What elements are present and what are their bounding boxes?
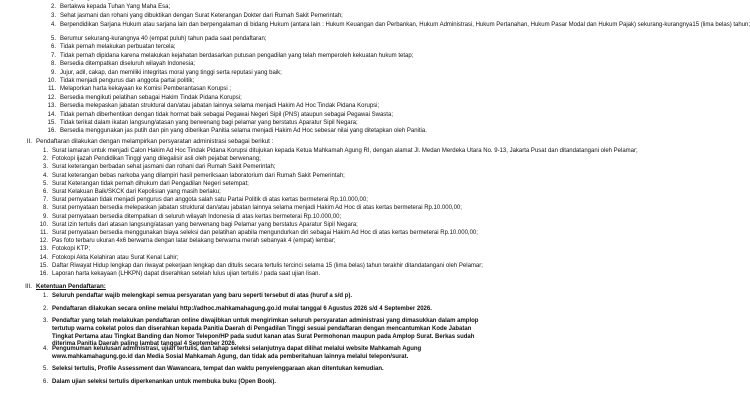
item-number: 12.	[39, 238, 48, 245]
item-text: Tidak menjadi pengurus dan anggota partai politik;	[60, 78, 195, 84]
item-number: 3.	[50, 13, 56, 19]
item-number: 8.	[50, 61, 56, 68]
item-number: 14.	[39, 254, 48, 261]
item-text: Surat Kelakuan Baik/SKCK dari Kepolisian yang masih berlaku;	[52, 189, 221, 195]
section-number: III.	[25, 283, 32, 290]
list-item	[36, 181, 492, 188]
list-item	[44, 95, 492, 102]
item-number: 5.	[42, 366, 48, 372]
item-text: Bersedia mengikuti pelatihan sebagai Hakim Tindak Pidana Korupsi;	[60, 94, 242, 101]
list-item	[36, 156, 492, 163]
section-number: II.	[26, 138, 32, 145]
item-number: 2.	[42, 305, 48, 312]
list-item	[44, 70, 492, 77]
item-text: Tidak pernah dipidana karena melakukan kejahatan berdasarkan putusan pengadilan yang telah memperoleh kekuatan hukum tetap;	[60, 52, 414, 59]
item-text: Pengumuman kelulusan administrasi, ujian tertulis, dan tahap seleksi selanjutnya dapat dilihat melalui website Mahkamah Agung www.mahkamahagung.go.id dan Media Sosial Mahkamah Agung, dan tidak ada pemberitahuan lainnya melalui telepon/surat.	[52, 346, 422, 360]
list-item	[44, 4, 492, 11]
item-text	[60, 0, 492, 2]
list-item	[36, 246, 492, 253]
item-text: Seleksi tertulis, Profile Assessment dan Wawancara, tempat dan waktu penyelenggaraan akan ditentukan kemudian.	[52, 366, 384, 372]
item-text: Daftar Riwayat Hidup lengkap dan riwayat pekerjaan lengkap dan ditulis secara tertulis tercinci selama 15 (lima belas) tahun terakhir ditandatangani oleh Pelamar;	[52, 262, 483, 269]
item-text: Seluruh pendaftar wajib melengkapi semua persyaratan yang baru seperti tersebut di atas (huruf a s/d p).	[52, 293, 353, 299]
item-text: Berpendidikan Sarjana Hukum atau sarjana lain dan berpengalaman di bidang Hukum (antara lain : Hukum Keuangan dan Perbankan, Hukum Administrasi, Hukum Pertanahan, Hukum Pasar Modal dan Hukum Pajak) sekurang-kurangnya15 (lima belas) tahun;	[60, 22, 750, 28]
item-text: Pendaftaran dilakukan secara online melalui http://adhoc.mahkamahagung.go.id mulai tanggal 6 Agustus 2026 s/d 4 September 2026.	[52, 305, 432, 312]
list-item	[44, 0, 492, 2]
item-text: Laporan harta kekayaan (LHKPN) dapat diserahkan setelah lulus ujian tertulis / pada saat ujian lisan.	[52, 271, 321, 277]
list-item	[36, 205, 492, 212]
item-number: 1.	[42, 293, 48, 299]
item-text: Berumur sekurang-kurangnya 40 (empat puluh) tahun pada saat pendaftaran;	[60, 36, 267, 42]
list-item	[44, 103, 492, 110]
item-text: Fotokopi ijazah Pendidikan Tinggi yang dilegalisir asli oleh pejabat berwenang;	[52, 156, 261, 163]
item-text: Pas foto terbaru ukuran 4x6 berwarna dengan latar belakang berwarna merah sebanyak 4 (empat) lembar;	[52, 238, 336, 245]
list-item	[36, 164, 492, 171]
item-text: Pendaftar yang telah melakukan pendaftaran online diwajibkan untuk mengirimkan seluruh persyaratan administrasi yang dimasukkan dalam amplop tertutup warna cokelat polos dan diserahkan kepada Panitia Daerah di Pengadilan Tinggi sesuai pendaftaran dengan mencantumkan Kode Jabatan Tingkat Pertama atau Tingkat Banding dan Nomor Telepon/HP pada sudut kanan atas Surat Permohonan maupun pada Amplop Surat. Berkas sudah diterima Panitia Daerah paling lambat tanggal 4 September 2026.	[52, 318, 479, 348]
item-number: 4.	[42, 172, 48, 179]
item-number: 5.	[42, 180, 48, 187]
item-number: 16.	[39, 271, 48, 277]
list-item	[36, 238, 492, 245]
item-number: 4.	[50, 22, 56, 28]
list-item	[36, 222, 492, 229]
item-text: Surat lamaran untuk menjadi Calon Hakim Ad Hoc Tindak Pidana Korupsi ditujukan kepada Ketua Mahkamah Agung RI, dengan alamat Jl. Medan Merdeka Utara No. 9-13, Jakarta Pusat dan ditandatangani oleh Pelamar;	[52, 148, 638, 154]
item-number: 14.	[47, 111, 56, 118]
list-item	[44, 53, 492, 60]
list-item	[44, 61, 492, 68]
item-text: Bersedia melepaskan jabatan struktural dan/atau jabatan lainnya selama menjadi Hakim Ad Hoc Tindak Pidana Korupsi;	[60, 103, 380, 110]
item-text: Tidak pernah melakukan perbuatan tercela;	[60, 44, 176, 51]
item-number: 4.	[42, 346, 48, 352]
list-item	[36, 263, 492, 270]
list-item	[36, 379, 492, 386]
list-item	[36, 197, 492, 204]
item-number: 12.	[47, 94, 56, 101]
item-number: 1.	[42, 148, 48, 154]
list-item	[44, 128, 492, 135]
list-item	[36, 189, 492, 196]
section-heading	[14, 283, 492, 291]
item-number: 11.	[40, 230, 48, 236]
item-number: 16.	[47, 128, 56, 135]
item-number: 15.	[39, 262, 48, 269]
item-text: Bersedia ditempatkan diseluruh wilayah Indonesia;	[60, 61, 196, 68]
item-number: 2.	[50, 4, 56, 10]
item-text: Tidak terikat dalam ikatan langsung/atasan yang berwenang bagi pelamar yang berstatus Aparatur Sipil Negara;	[60, 120, 358, 126]
item-text: Surat pernyataan tidak menjadi pengurus dan anggota salah satu Partai Politik di atas kertas bermeterai Rp.10.000,00;	[52, 197, 368, 204]
item-text: Surat pernyataan bersedia ditempatkan di seluruh wilayah Indonesia di atas kertas bermeterai Rp.10.000,00;	[52, 213, 342, 220]
item-text: Dalam ujian seleksi tertulis diperkenankan untuk membuka buku (Open Book).	[52, 378, 277, 385]
item-number: 2.	[42, 156, 48, 163]
list-item	[36, 306, 492, 313]
item-text: Sehat jasmani dan rohani yang dibuktikan dengan Surat Keterangan Dokter dari Rumah Sakit Pemerintah;	[60, 13, 343, 19]
list-item	[36, 271, 492, 278]
list-item	[44, 86, 492, 93]
item-number: 15.	[47, 120, 56, 126]
list-item	[44, 44, 492, 51]
list-item	[36, 293, 492, 300]
item-number: 13.	[39, 246, 48, 253]
item-text: Fotokopi KTP;	[52, 246, 91, 253]
item-number: 10.	[39, 221, 48, 228]
item-text: Surat pernyataan bersedia menggunakan biaya seleksi dan pelatihan apabila mengundurkan diri sebagai Hakim Ad Hoc di atas kertas bermeterai Rp.10.000,00;	[52, 230, 478, 236]
item-number: 9.	[50, 69, 56, 76]
list-item	[36, 366, 492, 373]
item-text: Surat keterangan bebas narkoba yang dilampiri hasil pemeriksaan laboratorium dari Rumah Sakit Pemerintah;	[52, 172, 345, 179]
item-text: Surat Keterangan tidak pernah dihukum dari Pengadilan Negeri setempat;	[52, 180, 249, 187]
list-item	[44, 120, 492, 127]
item-number: 5.	[50, 36, 56, 42]
list-item	[44, 22, 750, 29]
item-number	[44, 0, 56, 2]
item-text: Surat izin tertulis dari atasan langsung/atasan yang berwenang bagi Pelamar yang berstatus Aparatur Sipil Negara;	[52, 221, 358, 228]
item-text: Surat pernyataan bersedia melepaskan jabatan struktural dan/atau jabatan lainnya selama menjadi Hakim Ad Hoc di atas kertas bermeterai Rp.10.000,00;	[52, 205, 462, 212]
list-item	[36, 173, 492, 180]
section-title: Ketentuan Pendaftaran:	[36, 283, 106, 290]
item-text: Bersedia menggunakan jas putih dan pin yang diberikan Panitia selama menjadi Hakim Ad Hoc sebesar nilai yang ditetapkan oleh Panitia.	[60, 128, 427, 135]
list-item	[36, 346, 492, 362]
list-item	[44, 36, 492, 43]
item-text: Jujur, adil, cakap, dan memiliki integritas moral yang tinggi serta reputasi yang baik;	[60, 69, 282, 76]
item-number: 3.	[42, 318, 48, 324]
list-item	[36, 230, 492, 237]
item-number: 3.	[42, 164, 48, 171]
item-number: 6.	[42, 189, 48, 195]
item-number: 13.	[47, 103, 56, 110]
item-text: Surat keterangan berbadan sehat jasmani dan rohani dari Rumah Sakit Pemerintah;	[52, 164, 276, 171]
list-item	[36, 214, 492, 221]
item-number: 7.	[50, 52, 56, 59]
list-item	[44, 78, 492, 85]
list-item	[36, 255, 492, 262]
list-item	[36, 148, 638, 155]
section-heading	[14, 138, 492, 146]
item-number: 11.	[48, 86, 56, 93]
item-number: 7.	[42, 197, 48, 204]
item-text: Tidak pernah diberhentikan dengan tidak hormat baik sebagai Pegawai Negeri Sipil (PNS) ataupun sebagai Pegawai Swasta;	[60, 111, 393, 118]
item-number: 10.	[47, 78, 56, 84]
list-item	[36, 318, 492, 348]
item-number: 8.	[42, 205, 48, 212]
item-text: Bertakwa kepada Tuhan Yang Maha Esa;	[60, 4, 171, 10]
item-number: 6.	[50, 44, 56, 51]
item-text: Melaporkan harta kekayaan ke Komisi Pemberantasan Korupsi ;	[60, 86, 232, 93]
section-title: Pendaftaran dilakukan dengan melampirkan persyaratan administrasi sebagai berikut :	[36, 138, 274, 145]
item-number: 9.	[42, 213, 48, 220]
item-text: Fotokopi Akta Kelahiran atau Surat Kenal Lahir;	[52, 254, 179, 261]
item-number: 6.	[42, 378, 48, 385]
list-item	[44, 13, 492, 20]
list-item	[44, 112, 492, 119]
